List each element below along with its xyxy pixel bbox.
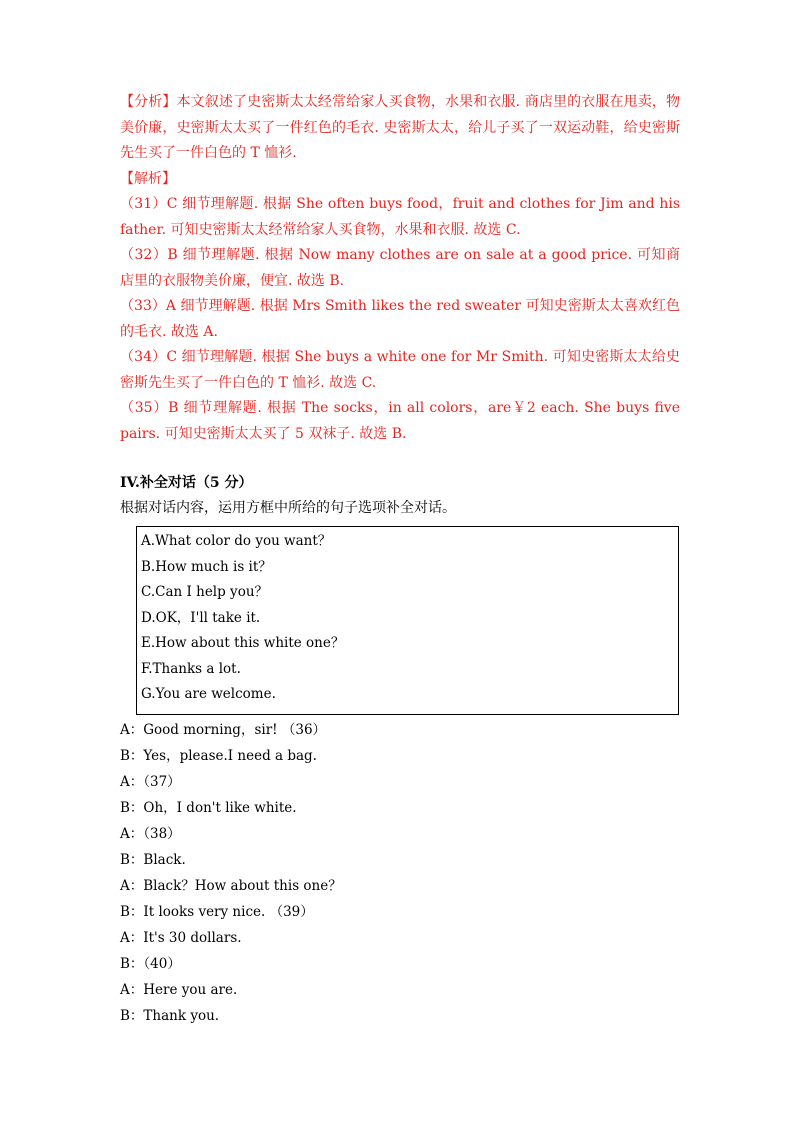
dialogue-line: B：Black.	[120, 851, 186, 868]
section-instruction: 根据对话内容，运用方框中所给的句子选项补全对话。	[120, 500, 456, 516]
dialogue-line: B：It looks very nice. （39）	[120, 903, 314, 920]
option-d: D.OK，I'll take it.	[141, 609, 261, 626]
option-g: G.You are welcome.	[141, 686, 276, 702]
section-title: IV.补全对话（5 分）	[120, 475, 253, 491]
explanation-item-35: （35）B 细节理解题. 根据 The socks，in all colors，are￥2 each. She buys five pairs. 可知史密斯太太买了 5 双袜子. 故选 B.	[120, 400, 680, 442]
document-page	[120, 90, 680, 1029]
analysis-paragraph	[120, 90, 680, 167]
dialogue-line: A：Black？How about this one？	[120, 877, 342, 894]
explanation-item-33: （33）A 细节理解题. 根据 Mrs Smith likes the red sweater 可知史密斯太太喜欢红色的毛衣. 故选 A.	[120, 298, 680, 340]
option-f: F.Thanks a lot.	[141, 660, 241, 677]
explanation-item-34: （34）C 细节理解题. 根据 She buys a white one for Mr Smith. 可知史密斯太太给史密斯先生买了一件白色的 T 恤衫. 故选 C.	[120, 349, 680, 391]
dialogue-line: A：Here you are.	[120, 981, 238, 998]
dialogue-line: A：（37）	[120, 773, 181, 790]
option-e: E.How about this white one？	[141, 635, 345, 651]
explanation-label: 【解析】	[120, 170, 176, 187]
dialogue	[120, 717, 680, 1029]
dialogue-line: B：Oh，I don't like white.	[120, 799, 297, 816]
dialogue-line: A：It's 30 dollars.	[120, 929, 242, 946]
options-box	[136, 526, 679, 715]
explanation-item-32: （32）B 细节理解题. 根据 Now many clothes are on sale at a good price. 可知商店里的衣服物美价廉，便宜. 故选 B.	[120, 247, 680, 289]
analysis-label: 【分析】	[120, 94, 177, 110]
dialogue-line: A：（38）	[120, 825, 181, 842]
option-c: C.Can I help you？	[141, 584, 269, 600]
explanation-item-31: （31）C 细节理解题. 根据 She often buys food，fruit and clothes for Jim and his father. 可知史密斯太太经常给家人买食物，水果和衣服. 故选 C.	[120, 196, 680, 238]
dialogue-line: B：Yes，please.I need a bag.	[120, 747, 317, 764]
analysis-text: 本文叙述了史密斯太太经常给家人买食物，水果和衣服. 商店里的衣服在甩卖，物美价廉，史密斯太太买了一件红色的毛衣. 史密斯太太，给儿子买了一双运动鞋，给史密斯先生买了一件白色的 T 恤衫.	[120, 94, 681, 161]
option-a: A.What color do you want？	[141, 533, 332, 549]
option-b: B.How much is it？	[141, 558, 272, 575]
dialogue-line: B：Thank you.	[120, 1007, 220, 1024]
explanation-list	[120, 192, 680, 447]
dialogue-line: A：Good morning，sir! （36）	[120, 721, 327, 738]
dialogue-line: B：（40）	[120, 955, 181, 972]
